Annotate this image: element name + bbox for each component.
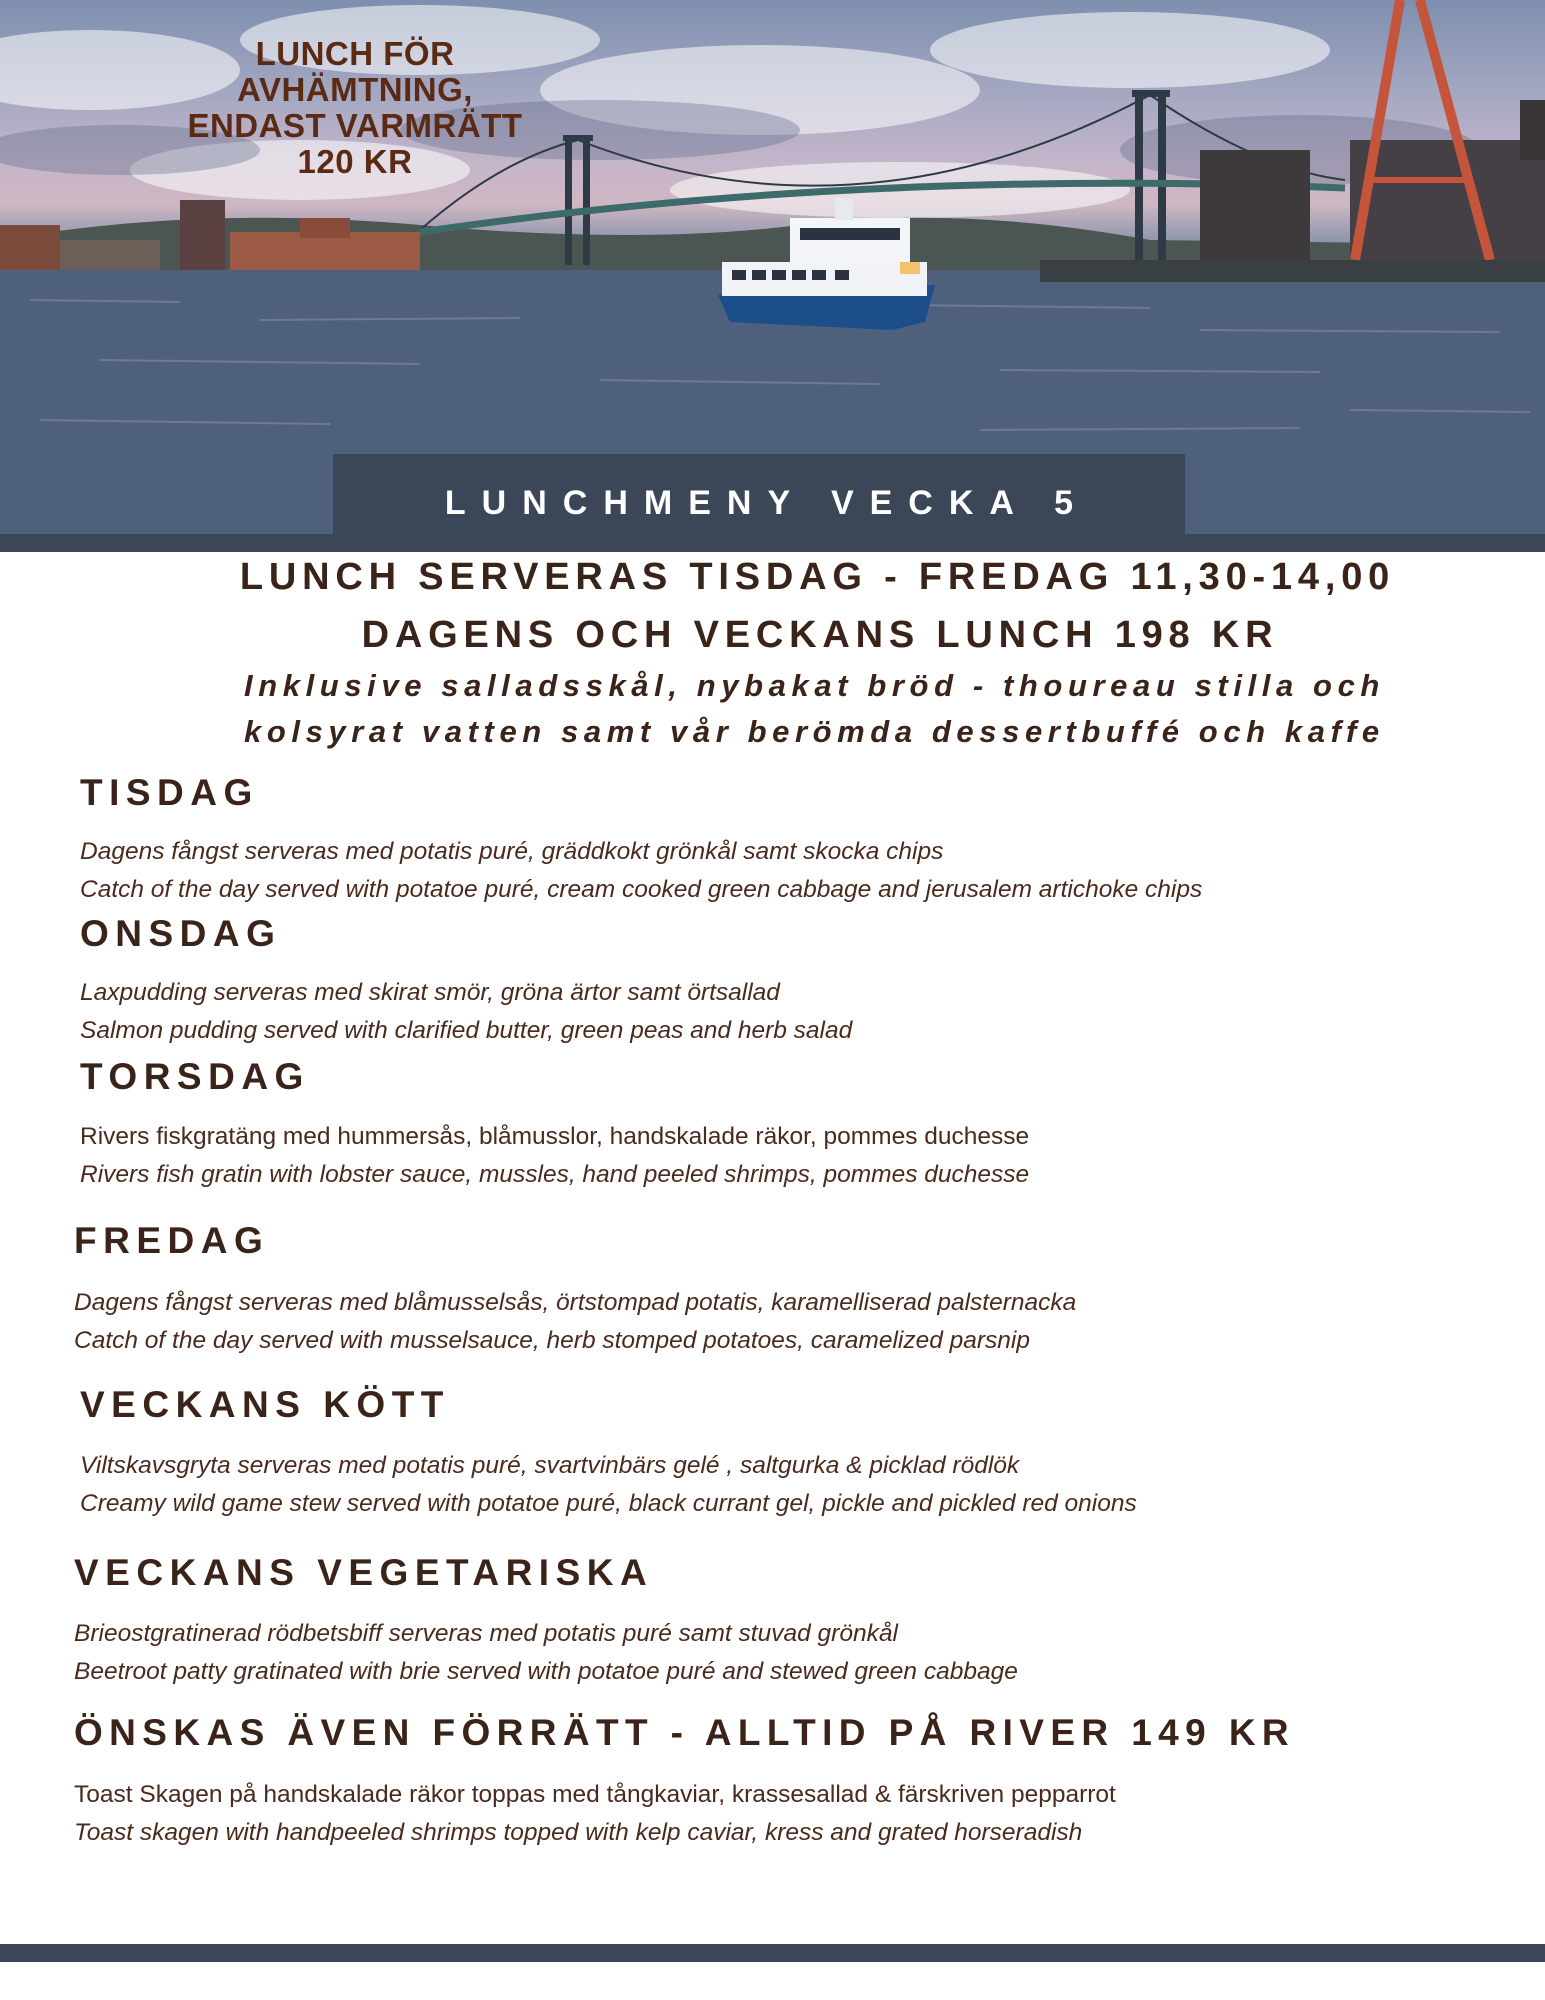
includes-text: Inklusive salladsskål, nybakat bröd - thoureau stilla och bbox=[244, 668, 1385, 703]
heading-forratt: ÖNSKAS ÄVEN FÖRRÄTT - ALLTID PÅ RIVER 149 KR bbox=[74, 1712, 1296, 1753]
dish-english: Catch of the day served with musselsauce, herb stomped potatoes, caramelized parsnip bbox=[74, 1327, 1031, 1354]
promo-line: LUNCH FÖR bbox=[255, 35, 455, 72]
dish-tisdag bbox=[80, 833, 1202, 909]
takeaway-promo bbox=[160, 36, 550, 180]
dish-english: Salmon pudding served with clarified butter, green peas and herb salad bbox=[80, 1017, 853, 1044]
dish-english: Beetroot patty gratinated with brie served with potatoe puré and stewed green cabbage bbox=[74, 1658, 1018, 1685]
dish-swedish: Dagens fångst serveras med potatis puré, gräddkokt grönkål samt skocka chips bbox=[80, 838, 944, 865]
dish-onsdag bbox=[80, 974, 852, 1050]
dish-swedish: Viltskavsgryta serveras med potatis puré, svartvinbärs gelé , saltgurka & picklad rödlök bbox=[80, 1452, 1020, 1479]
day-heading-onsdag: ONSDAG bbox=[80, 913, 282, 954]
dish-forratt bbox=[74, 1776, 1116, 1852]
dish-english: Creamy wild game stew served with potatoe puré, black currant gel, pickle and pickled red onions bbox=[80, 1490, 1137, 1517]
heading-veckans-vegetariska: VECKANS VEGETARISKA bbox=[74, 1552, 654, 1593]
dish-english: Catch of the day served with potatoe puré, cream cooked green cabbage and jerusalem artichoke chips bbox=[80, 876, 1203, 903]
dish-swedish: Dagens fångst serveras med blåmusselsås, örtstompad potatis, karamelliserad palsternacka bbox=[74, 1289, 1077, 1316]
day-heading-tisdag: TISDAG bbox=[80, 772, 259, 813]
day-heading-fredag: FREDAG bbox=[74, 1220, 270, 1261]
promo-line: 120 KR bbox=[297, 143, 413, 180]
promo-line: ENDAST VARMRÄTT bbox=[187, 107, 523, 144]
dish-swedish: Rivers fiskgratäng med hummersås, blåmusslor, handskalade räkor, pommes duchesse bbox=[80, 1123, 1030, 1150]
lunch-price: DAGENS OCH VECKANS LUNCH 198 KR bbox=[361, 614, 1279, 656]
dish-fredag bbox=[74, 1284, 1076, 1360]
dish-english: Toast skagen with handpeeled shrimps topped with kelp caviar, kress and grated horseradish bbox=[74, 1819, 1083, 1846]
day-heading-torsdag: TORSDAG bbox=[80, 1056, 310, 1097]
menu-title-banner bbox=[333, 454, 1185, 552]
promo-line: AVHÄMTNING, bbox=[237, 71, 473, 108]
dish-torsdag bbox=[80, 1118, 1029, 1194]
heading-veckans-kott: VECKANS KÖTT bbox=[80, 1384, 450, 1425]
dish-veckans-kott bbox=[80, 1447, 1137, 1523]
menu-title: LUNCHMENY VECKA 5 bbox=[444, 483, 1090, 522]
dish-swedish: Laxpudding serveras med skirat smör, gröna ärtor samt örtsallad bbox=[80, 979, 780, 1006]
dish-swedish: Toast Skagen på handskalade räkor toppas med tångkaviar, krassesallad & färskriven pepparrot bbox=[74, 1781, 1116, 1808]
includes-text: kolsyrat vatten samt vår berömda dessertbuffé och kaffe bbox=[244, 714, 1385, 749]
dish-english: Rivers fish gratin with lobster sauce, mussles, hand peeled shrimps, pommes duchesse bbox=[80, 1161, 1030, 1188]
dish-veckans-vegetariska bbox=[74, 1615, 1018, 1691]
dish-swedish: Brieostgratinerad rödbetsbiff serveras med potatis puré samt stuvad grönkål bbox=[74, 1620, 898, 1647]
serving-hours: LUNCH SERVERAS TISDAG - FREDAG 11,30-14,00 bbox=[239, 556, 1396, 598]
footer-bar bbox=[0, 1944, 1545, 1962]
